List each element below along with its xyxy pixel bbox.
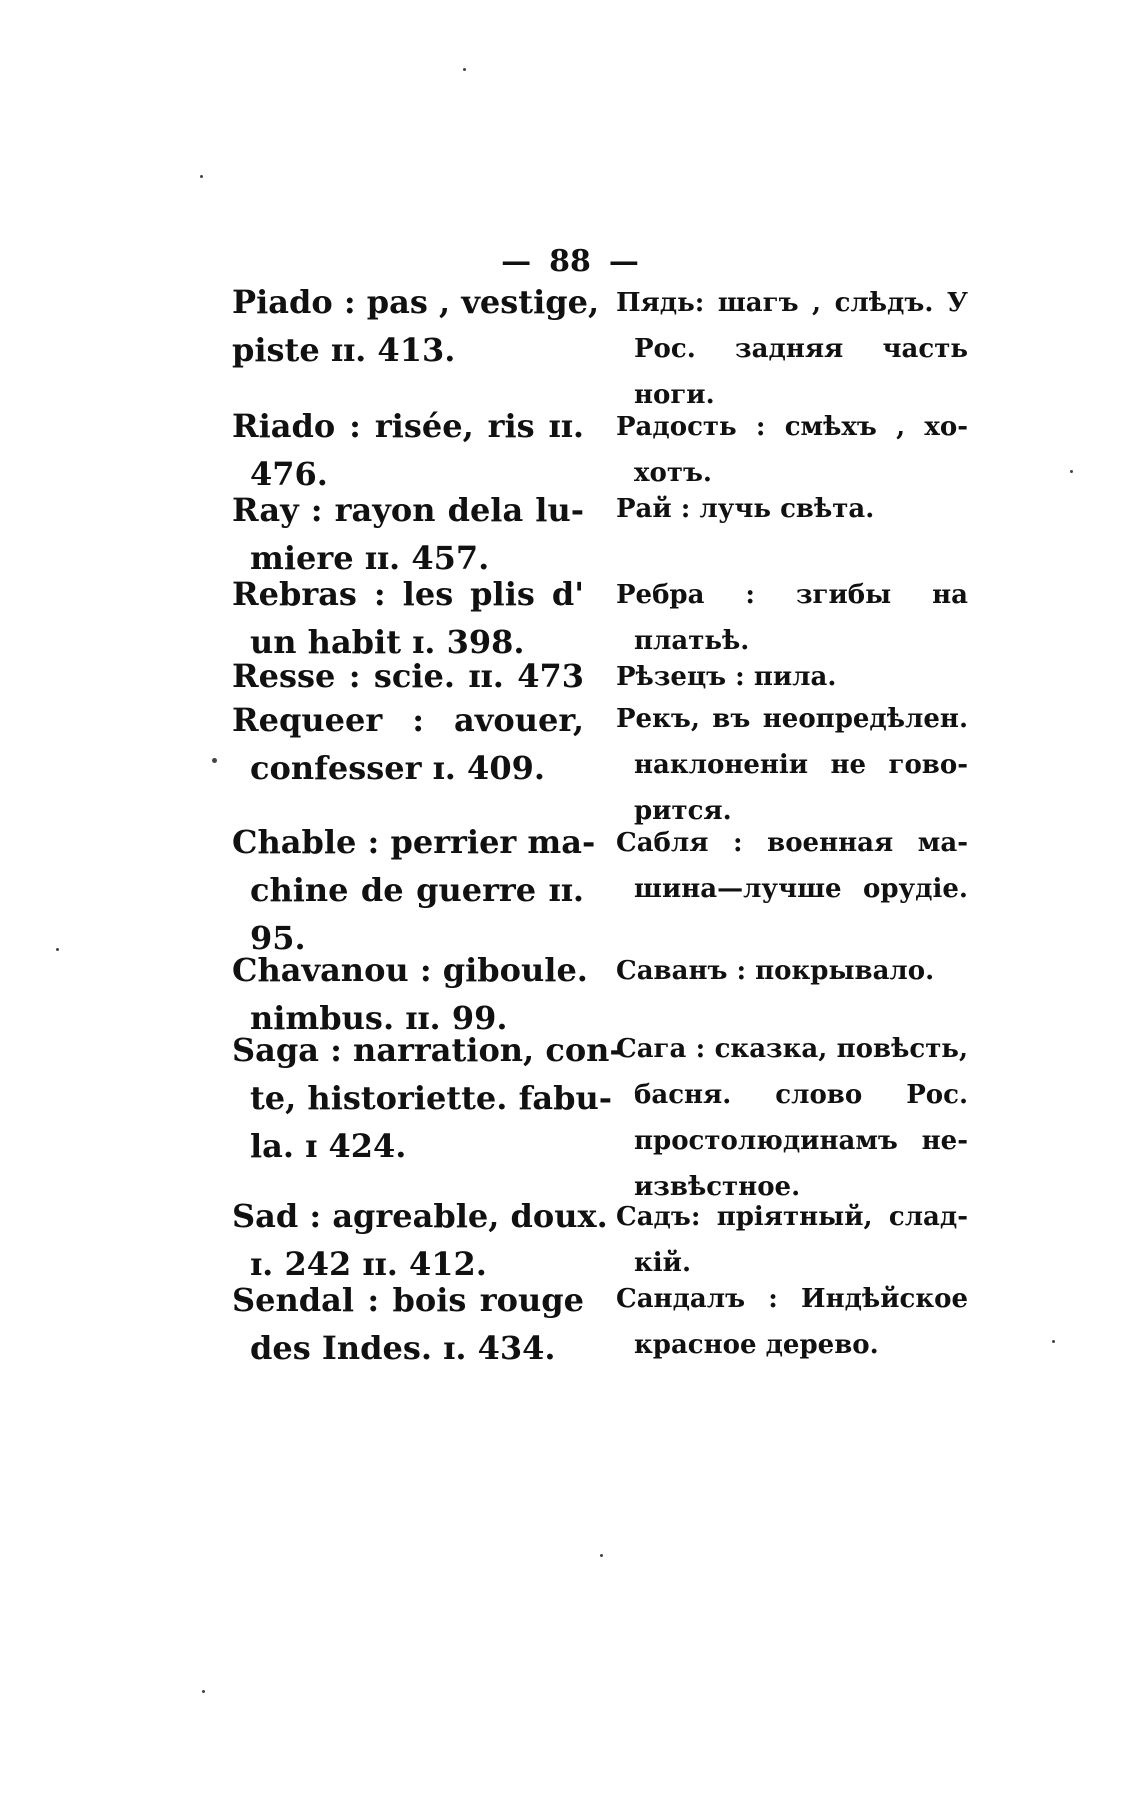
entry-line: Chavanou : giboule. <box>232 951 588 989</box>
entry-line: платьѣ. <box>634 626 750 656</box>
scan-speck <box>463 68 466 71</box>
entry-line: Сандалъ : Индѣйское <box>616 1284 968 1314</box>
entry-line: Sad : agreable, doux. <box>232 1197 608 1235</box>
entry-right-ray <box>616 486 968 532</box>
entry-line: кій. <box>634 1248 691 1278</box>
entry-line: Resse : scie. ɪɪ. 473 <box>232 657 584 695</box>
entry-right-riado <box>616 404 968 496</box>
entry-line: красное дерево. <box>634 1330 879 1360</box>
page-number <box>0 244 1140 279</box>
entry-line: Ребра : згибы на <box>616 580 968 610</box>
entry-right-sad <box>616 1194 968 1286</box>
entry-left-requeer <box>232 696 584 792</box>
entry-line: шина—лучше орудіе. <box>634 874 968 904</box>
scan-speck <box>212 758 217 763</box>
entry-left-resse <box>232 652 584 700</box>
entry-line: Rebras : les plis d' <box>232 575 584 613</box>
entry-right-sendal <box>616 1276 968 1368</box>
entry-line: наклоненіи не гово- <box>634 750 968 780</box>
entry-line: Рѣзецъ : пила. <box>616 662 837 692</box>
scan-speck <box>56 948 59 951</box>
entry-right-resse <box>616 654 968 700</box>
entry-line: Рай : лучь свѣта. <box>616 494 875 524</box>
entry-left-ray <box>232 486 584 582</box>
entry-right-saga <box>616 1026 968 1210</box>
entry-line: Saga : narration, con- <box>232 1031 623 1069</box>
entry-line: хотъ. <box>634 458 712 488</box>
entry-line: la. ɪ 424. <box>250 1127 407 1165</box>
entry-line: Sendal : bois rouge <box>232 1281 584 1319</box>
entry-line: Рекъ, въ неопредѣлен. <box>616 704 968 734</box>
entry-line: Радость : смѣхъ , хо- <box>616 412 968 442</box>
entry-line: te, historiette. fabu- <box>250 1079 612 1117</box>
entry-line: рится. <box>634 796 732 826</box>
entry-right-chavanou <box>616 948 968 994</box>
entry-line: nimbus. ɪɪ. 99. <box>250 999 508 1037</box>
scan-speck <box>202 1690 205 1693</box>
entry-left-sad <box>232 1192 608 1288</box>
dash-left: — <box>501 244 532 279</box>
entry-left-saga <box>232 1026 623 1170</box>
entry-line: ноги. <box>634 380 715 410</box>
entry-line: un habit ɪ. 398. <box>250 623 525 661</box>
entry-line: Chable : perrier ma- <box>232 823 596 861</box>
entry-line: Пядь: шагъ , слѣдъ. У <box>616 288 968 318</box>
entry-line: Саванъ : покрывало. <box>616 956 935 986</box>
entry-line: Сабля : военная ма- <box>616 828 968 858</box>
entry-line: 95. <box>250 919 306 957</box>
entry-left-chable <box>232 818 596 962</box>
dash-right: — <box>608 244 639 279</box>
entry-left-sendal <box>232 1276 584 1372</box>
entry-left-piado <box>232 278 600 374</box>
entry-left-riado <box>232 402 584 498</box>
entry-line: басня. слово Рос. <box>634 1080 968 1110</box>
entry-line: Садъ: пріятный, слад- <box>616 1202 968 1232</box>
scan-speck <box>1070 470 1073 473</box>
entry-line: ɪ. 242 ɪɪ. 412. <box>250 1245 487 1283</box>
entry-line: confesser ɪ. 409. <box>250 749 545 787</box>
scan-speck <box>600 1554 603 1557</box>
entry-line: Ray : rayon dela lu- <box>232 491 584 529</box>
entry-line: des Indes. ɪ. 434. <box>250 1329 556 1367</box>
scan-speck <box>200 175 203 178</box>
entry-line: 476. <box>250 455 328 493</box>
entry-right-rebras <box>616 572 968 664</box>
entry-line: chine de guerre ɪɪ. <box>250 871 584 909</box>
entry-line: простолюдинамъ не- <box>634 1126 968 1156</box>
entry-line: Рос. задняя часть <box>634 334 968 364</box>
scan-speck <box>1052 1340 1055 1343</box>
entry-line: извѣстное. <box>634 1172 801 1202</box>
page-number-value: 88 <box>549 244 591 279</box>
entry-right-requeer <box>616 696 968 834</box>
entry-right-piado <box>616 280 968 418</box>
entry-line: Piado : pas , vestige, <box>232 283 600 321</box>
entry-line: miere ɪɪ. 457. <box>250 539 490 577</box>
entry-right-chable <box>616 820 968 912</box>
entry-line: Riado : risée, ris ɪɪ. <box>232 407 584 445</box>
entry-line: Requeer : avouer, <box>232 701 584 739</box>
entry-line: piste ɪɪ. 413. <box>232 331 456 369</box>
entry-line: Сага : сказка, повѣсть, <box>616 1034 968 1064</box>
